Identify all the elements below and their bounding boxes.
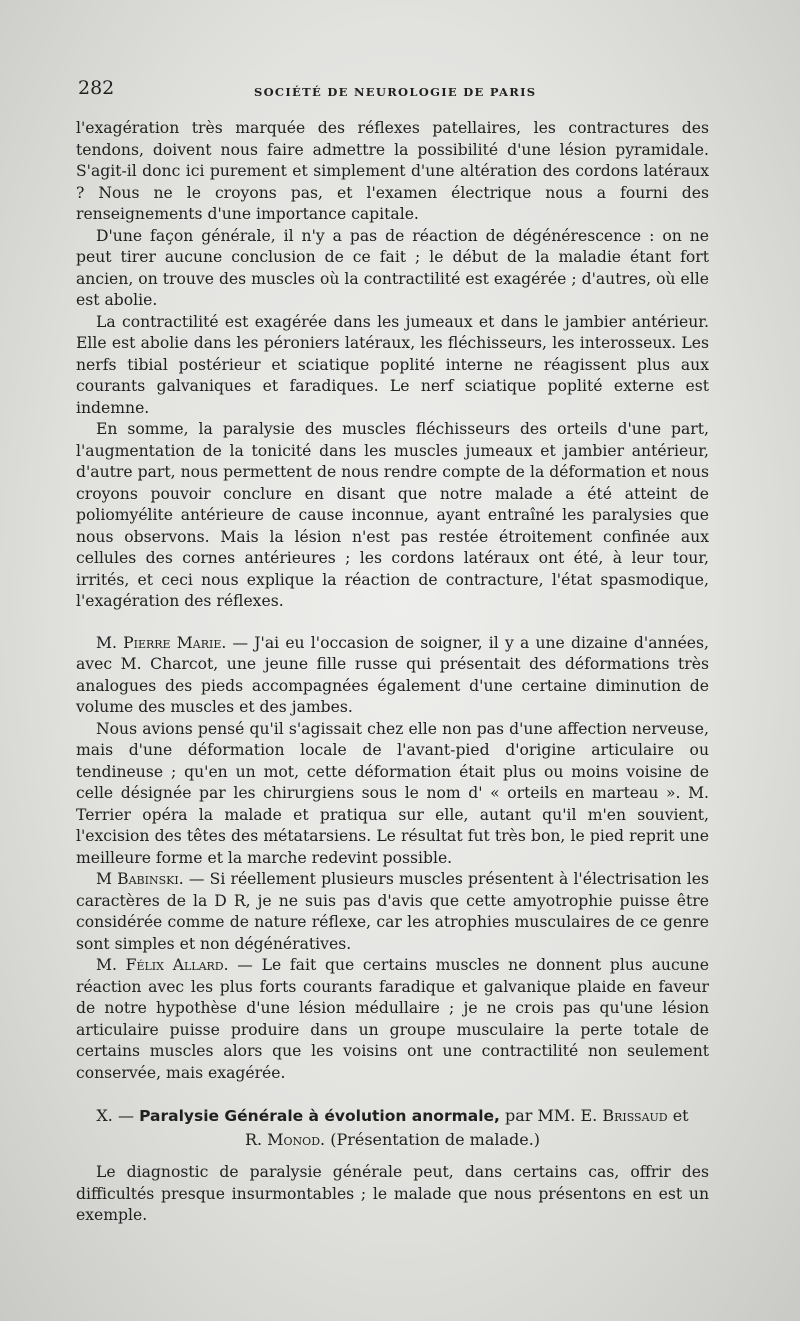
speaker-name: M. Pierre Marie. bbox=[96, 633, 227, 652]
speaker-name: M Babinski. bbox=[96, 870, 184, 888]
paragraph-contractility: La contractilité est exagérée dans les jumeaux et dans le jambier antérieur. Elle est abolie dans les péroniers latéraux, les fléchisseurs, les interosseux. Les nerfs tibial postérieur et sciatique poplité interne ne réagissent plus aux courants galvaniques et faradiques. Le nerf sciatique poplité externe est indemne. bbox=[76, 312, 709, 417]
paragraph-allard bbox=[76, 955, 709, 1084]
page-header bbox=[78, 78, 718, 102]
running-title: SOCIÉTÉ DE NEUROLOGIE DE PARIS bbox=[254, 85, 537, 99]
author-name: R. Monod. bbox=[244, 1130, 326, 1149]
paragraph-continuation: l'exagération très marquée des réflexes patellaires, les contractures des tendons, doivent nous faire admettre la possibilité d'une lésion pyramidale. S'agit-il donc ici purement et simplement d'une altération des cordons latéraux ? Nous ne le croyons pas, et l'examen électrique nous a fourni des renseignements d'une importance capitale. bbox=[76, 119, 709, 223]
paragraph-electrical-exam: D'une façon générale, il n'y a pas de réaction de dégénérescence : on ne peut tirer aucune conclusion de ce fait ; le début de la maladie étant fort ancien, on trouve des muscles où la contractilité est exagérée ; d'autres, où elle est abolie. bbox=[76, 226, 709, 309]
speaker-remark: — Le fait que certains muscles ne donnent plus aucune réaction avec les plus forts courants faradique et galvanique plaide en faveur de notre hypothèse d'une lésion médullaire ; je ne crois pas qu'une lésion articulaire puisse produire dans un groupe musculaire la perte totale de certains muscles alors que les voisins ont une contractilité non seulement conservée, mais exagérée. bbox=[76, 956, 709, 1082]
author-name: Brissaud bbox=[602, 1106, 668, 1125]
paragraph-babinski bbox=[76, 869, 709, 955]
paragraph-diagnosis: Le diagnostic de paralysie générale peut, dans certains cas, offrir des difficultés presque insurmontables ; le malade que nous présentons en est un exemple. bbox=[76, 1163, 709, 1224]
section-heading: Paralysie Générale à évolution anormale, bbox=[139, 1107, 500, 1125]
paragraph-conclusion: En somme, la paralysie des muscles fléchisseurs des orteils d'une part, l'augmentation de la tonicité dans les muscles jumeaux et jambier antérieur, d'autre part, nous permettent de nous rendre compte de la déformation et nous croyons pouvoir conclure en disant que notre malade a été atteint de poliomyélite antérieure de cause inconnue, ayant entraîné les paralysies que nous observons. Mais la lésion n'est pas restée étroitement confinée aux cellules des cornes antérieures ; les cordons latéraux ont été, à leur tour, irrités, et ceci nous explique la réaction de contracture, l'état spasmodique, l'exagération des réflexes. bbox=[76, 420, 709, 610]
speaker-remark: — J'ai eu l'occasion de soigner, il y a une dizaine d'années, avec M. Charcot, une jeune fille russe qui présentait des déformations très analogues des pieds accompagnées également d'une certaine diminution de volume des muscles et des jambes. bbox=[76, 633, 709, 716]
speaker-remark: — Si réellement plusieurs muscles présentent à l'électrisation les caractères de la D R, je ne suis pas d'avis que cette amyotrophie puisse être considérée comme de nature réflexe, car les atrophies musculaires de ce genre sont simples et non dégénératives. bbox=[76, 870, 709, 953]
section-title: X. — Paralysie Générale à évolution anormale, par MM. E. Brissaud et R. Monod. (Présentation de malade.) bbox=[96, 1106, 689, 1149]
speaker-name: M. Félix Allard. bbox=[96, 956, 229, 974]
body-text bbox=[76, 118, 709, 1227]
page-number: 282 bbox=[78, 77, 115, 99]
section-note: (Présentation de malade.) bbox=[325, 1130, 541, 1149]
section-number: X. — bbox=[96, 1106, 140, 1125]
paragraph-hypothesis: Nous avions pensé qu'il s'agissait chez elle non pas d'une affection nerveuse, mais d'une déformation locale de l'avant-pied d'origine articulaire ou tendineuse ; qu'en un mot, cette déformation était plus ou moins voisine de celle désignée par les chirurgiens sous le nom d' « orteils en marteau ». M. Terrier opéra la malade et pratiqua sur elle, autant qu'il m'en souvient, l'excision des têtes des métatarsiens. Le résultat fut très bon, le pied reprit une meilleure forme et la marche redevint possible. bbox=[76, 719, 709, 867]
paragraph-pierre-marie bbox=[76, 633, 709, 719]
